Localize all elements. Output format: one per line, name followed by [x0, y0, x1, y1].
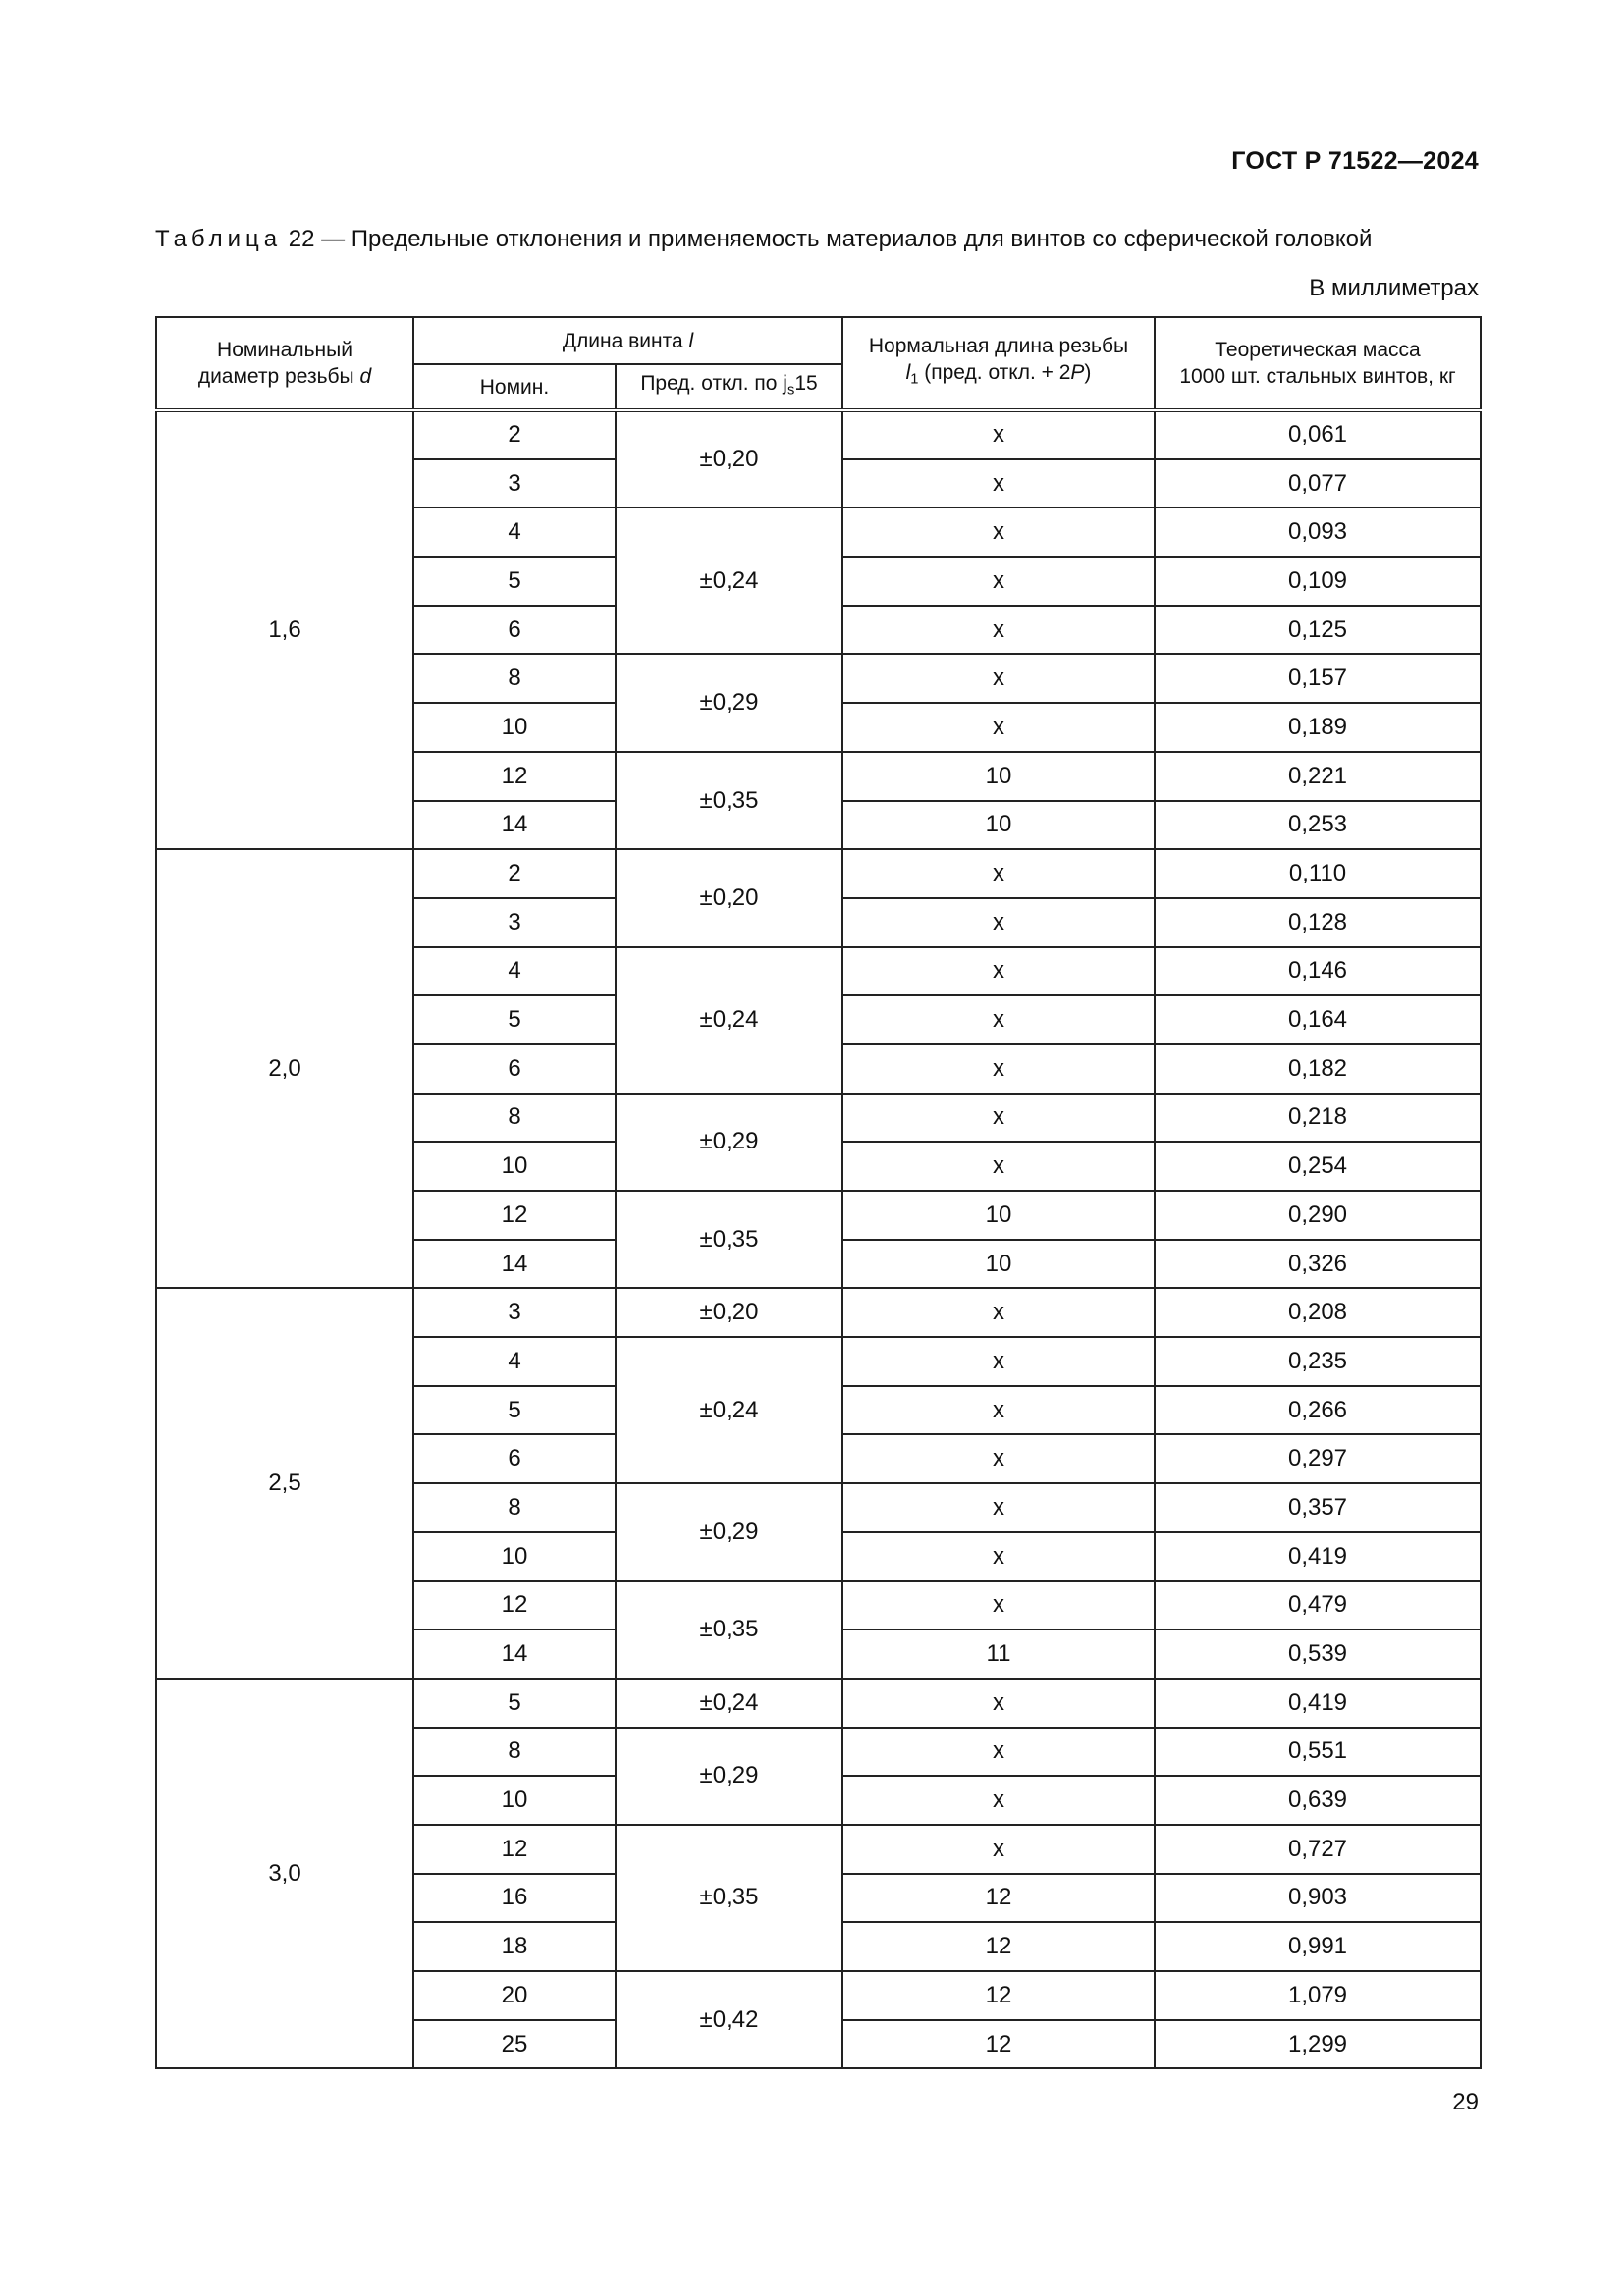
- mass-cell: 0,551: [1155, 1728, 1481, 1777]
- thread-length-cell: x: [842, 1483, 1155, 1532]
- thread-length-cell: x: [842, 507, 1155, 557]
- tolerance-cell: ±0,24: [616, 507, 842, 654]
- length-cell: 5: [413, 557, 616, 606]
- standard-code: ГОСТ Р 71522—2024: [1231, 147, 1479, 175]
- thread-length-cell: x: [842, 410, 1155, 459]
- mass-cell: 0,182: [1155, 1044, 1481, 1094]
- length-cell: 6: [413, 1044, 616, 1094]
- thread-length-cell: 10: [842, 1240, 1155, 1289]
- thread-length-cell: x: [842, 1825, 1155, 1874]
- length-cell: 4: [413, 947, 616, 996]
- table-caption-text: 22 — Предельные отклонения и применяемость материалов для винтов со сферической головкой: [282, 226, 1373, 252]
- thread-length-cell: 10: [842, 752, 1155, 801]
- units-note: В миллиметрах: [1309, 275, 1479, 301]
- table-body: [156, 410, 1481, 2068]
- thread-length-cell: x: [842, 898, 1155, 947]
- thread-length-cell: x: [842, 1386, 1155, 1435]
- mass-cell: 0,419: [1155, 1679, 1481, 1728]
- header-thread-length: Нормальная длина резьбы $l_1$ (пред. откл. + 2P): [842, 317, 1155, 410]
- thread-length-cell: 10: [842, 801, 1155, 850]
- length-cell: 14: [413, 1629, 616, 1679]
- tolerance-cell: ±0,35: [616, 1581, 842, 1679]
- length-cell: 4: [413, 1337, 616, 1386]
- thread-length-cell: x: [842, 703, 1155, 752]
- length-cell: 25: [413, 2020, 616, 2069]
- thread-length-cell: x: [842, 995, 1155, 1044]
- thread-length-cell: x: [842, 947, 1155, 996]
- nominal-diameter-cell: 1,6: [156, 410, 413, 849]
- mass-cell: 0,479: [1155, 1581, 1481, 1630]
- mass-cell: 0,110: [1155, 849, 1481, 898]
- mass-cell: 0,128: [1155, 898, 1481, 947]
- length-cell: 12: [413, 1191, 616, 1240]
- tolerance-cell: ±0,29: [616, 1728, 842, 1825]
- length-cell: 10: [413, 1532, 616, 1581]
- length-cell: 16: [413, 1874, 616, 1923]
- header-tolerance: Пред. откл. по $j_s15$: [616, 364, 842, 410]
- thread-length-cell: x: [842, 1679, 1155, 1728]
- length-cell: 5: [413, 995, 616, 1044]
- tolerance-cell: ±0,20: [616, 1288, 842, 1337]
- length-cell: 20: [413, 1971, 616, 2020]
- mass-cell: 0,991: [1155, 1922, 1481, 1971]
- tolerance-cell: ±0,20: [616, 410, 842, 507]
- mass-cell: 0,357: [1155, 1483, 1481, 1532]
- length-cell: 2: [413, 410, 616, 459]
- mass-cell: 0,254: [1155, 1142, 1481, 1191]
- mass-cell: 0,221: [1155, 752, 1481, 801]
- thread-length-cell: 10: [842, 1191, 1155, 1240]
- mass-cell: 0,727: [1155, 1825, 1481, 1874]
- tolerance-table: [155, 316, 1482, 2069]
- mass-cell: 0,061: [1155, 410, 1481, 459]
- table-header: [156, 317, 1481, 410]
- length-cell: 12: [413, 1825, 616, 1874]
- length-cell: 2: [413, 849, 616, 898]
- mass-cell: 0,639: [1155, 1776, 1481, 1825]
- page-number: 29: [1452, 2089, 1479, 2115]
- mass-cell: 0,903: [1155, 1874, 1481, 1923]
- thread-length-cell: 12: [842, 1874, 1155, 1923]
- mass-cell: 0,235: [1155, 1337, 1481, 1386]
- tolerance-cell: ±0,35: [616, 1191, 842, 1288]
- header-nominal-length: Номин.: [413, 364, 616, 410]
- table-caption-prefix: Таблица: [155, 226, 283, 252]
- mass-cell: 0,326: [1155, 1240, 1481, 1289]
- length-cell: 8: [413, 1094, 616, 1143]
- tolerance-cell: ±0,35: [616, 752, 842, 849]
- thread-length-cell: 12: [842, 1922, 1155, 1971]
- length-cell: 18: [413, 1922, 616, 1971]
- thread-length-cell: x: [842, 1776, 1155, 1825]
- tolerance-cell: ±0,24: [616, 947, 842, 1094]
- tolerance-cell: ±0,29: [616, 1483, 842, 1580]
- mass-cell: 0,253: [1155, 801, 1481, 850]
- thread-length-cell: x: [842, 459, 1155, 508]
- thread-length-cell: x: [842, 1532, 1155, 1581]
- mass-cell: 0,125: [1155, 606, 1481, 655]
- thread-length-cell: 11: [842, 1629, 1155, 1679]
- thread-length-cell: x: [842, 1142, 1155, 1191]
- tolerance-cell: ±0,24: [616, 1337, 842, 1483]
- mass-cell: 0,093: [1155, 507, 1481, 557]
- mass-cell: 0,218: [1155, 1094, 1481, 1143]
- thread-length-cell: x: [842, 557, 1155, 606]
- length-cell: 8: [413, 1728, 616, 1777]
- length-cell: 10: [413, 703, 616, 752]
- mass-cell: 0,208: [1155, 1288, 1481, 1337]
- header-theoretical-mass: Теоретическая масса 1000 шт. стальных винтов, кг: [1155, 317, 1481, 410]
- length-cell: 5: [413, 1386, 616, 1435]
- mass-cell: 1,299: [1155, 2020, 1481, 2069]
- thread-length-cell: x: [842, 1337, 1155, 1386]
- mass-cell: 0,297: [1155, 1434, 1481, 1483]
- length-cell: 5: [413, 1679, 616, 1728]
- length-cell: 12: [413, 1581, 616, 1630]
- tolerance-cell: ±0,42: [616, 1971, 842, 2068]
- mass-cell: 0,109: [1155, 557, 1481, 606]
- header-nominal-diameter: Номинальный диаметр резьбы d: [156, 317, 413, 410]
- length-cell: 6: [413, 1434, 616, 1483]
- thread-length-cell: x: [842, 1094, 1155, 1143]
- thread-length-cell: x: [842, 1044, 1155, 1094]
- mass-cell: 0,539: [1155, 1629, 1481, 1679]
- thread-length-cell: x: [842, 1434, 1155, 1483]
- thread-length-cell: x: [842, 849, 1155, 898]
- tolerance-cell: ±0,35: [616, 1825, 842, 1971]
- mass-cell: 0,266: [1155, 1386, 1481, 1435]
- thread-length-cell: x: [842, 1581, 1155, 1630]
- table-caption: [155, 226, 1372, 253]
- nominal-diameter-cell: 2,5: [156, 1288, 413, 1679]
- mass-cell: 0,077: [1155, 459, 1481, 508]
- length-cell: 8: [413, 654, 616, 703]
- mass-cell: 0,157: [1155, 654, 1481, 703]
- tolerance-cell: ±0,29: [616, 654, 842, 751]
- length-cell: 10: [413, 1776, 616, 1825]
- length-cell: 3: [413, 459, 616, 508]
- length-cell: 3: [413, 898, 616, 947]
- tolerance-cell: ±0,29: [616, 1094, 842, 1191]
- thread-length-cell: x: [842, 1728, 1155, 1777]
- table-row: [156, 849, 1481, 898]
- length-cell: 6: [413, 606, 616, 655]
- thread-length-cell: x: [842, 654, 1155, 703]
- tolerance-cell: ±0,24: [616, 1679, 842, 1728]
- table-row: [156, 1288, 1481, 1337]
- mass-cell: 0,419: [1155, 1532, 1481, 1581]
- mass-cell: 0,290: [1155, 1191, 1481, 1240]
- length-cell: 12: [413, 752, 616, 801]
- length-cell: 3: [413, 1288, 616, 1337]
- mass-cell: 1,079: [1155, 1971, 1481, 2020]
- length-cell: 10: [413, 1142, 616, 1191]
- tolerance-cell: ±0,20: [616, 849, 842, 946]
- thread-length-cell: 12: [842, 1971, 1155, 2020]
- mass-cell: 0,146: [1155, 947, 1481, 996]
- thread-length-cell: x: [842, 606, 1155, 655]
- mass-cell: 0,164: [1155, 995, 1481, 1044]
- table-row: [156, 410, 1481, 459]
- length-cell: 4: [413, 507, 616, 557]
- nominal-diameter-cell: 2,0: [156, 849, 413, 1288]
- length-cell: 8: [413, 1483, 616, 1532]
- length-cell: 14: [413, 1240, 616, 1289]
- table-row: [156, 1679, 1481, 1728]
- mass-cell: 0,189: [1155, 703, 1481, 752]
- thread-length-cell: 12: [842, 2020, 1155, 2069]
- length-cell: 14: [413, 801, 616, 850]
- nominal-diameter-cell: 3,0: [156, 1679, 413, 2069]
- header-screw-length: Длина винта l: [413, 317, 842, 364]
- thread-length-cell: x: [842, 1288, 1155, 1337]
